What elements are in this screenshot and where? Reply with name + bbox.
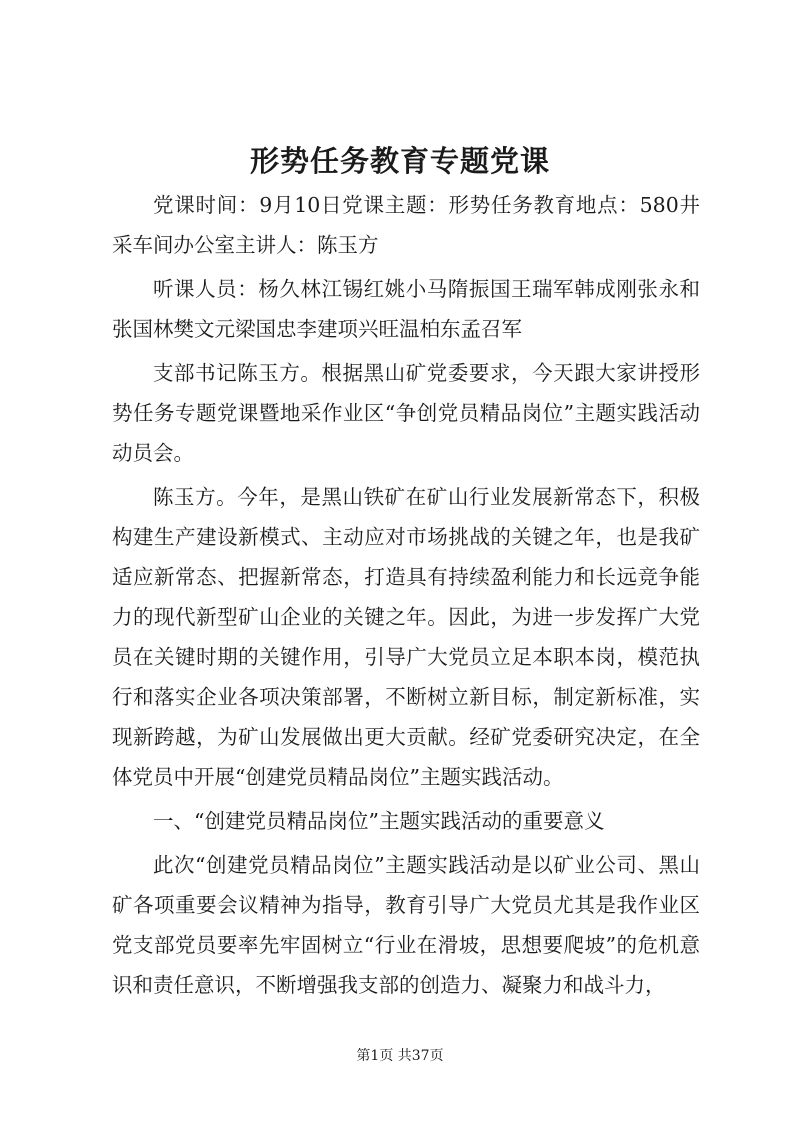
paragraph-attendees: 听课人员：杨久林江锡红姚小马隋振国王瑞军韩成刚张永和张国林樊文元梁国忠李建项兴旺温柏东孟召军	[112, 277, 700, 341]
document-title: 形势任务教育专题党课	[249, 144, 550, 178]
document-body	[112, 185, 700, 1009]
paragraph-lecture-info: 党课时间：9月10日党课主题：形势任务教育地点：580井采车间办公室主讲人：陈玉方	[112, 193, 700, 257]
paragraph-significance: 此次“创建党员精品岗位”主题实践活动是以矿业公司、黑山矿各项重要会议精神为指导，教育引导广大党员尤其是我作业区党支部党员要率先牢固树立“行业在滑坡，思想要爬坡”的危机意识和责任意识，不断增强我支部的创造力、凝聚力和战斗力，	[112, 853, 700, 997]
section-heading-significance: 一、“创建党员精品岗位”主题实践活动的重要意义	[153, 809, 605, 833]
paragraph-secretary-intro: 支部书记陈玉方。根据黑山矿党委要求，今天跟大家讲授形势任务专题党课暨地采作业区“争创党员精品岗位”主题实践活动动员会。	[112, 361, 700, 465]
paragraph-main-speech: 陈玉方。今年，是黑山铁矿在矿山行业发展新常态下，积极构建生产建设新模式、主动应对市场挑战的关键之年，也是我矿适应新常态、把握新常态，打造具有持续盈利能力和长远竞争能力的现代新型矿山企业的关键之年。因此，为进一步发挥广大党员在关键时期的关键作用，引导广大党员立足本职本岗，模范执行和落实企业各项决策部署，不断树立新目标，制定新标准，实现新跨越，为矿山发展做出更大贡献。经矿党委研究决定，在全体党员中开展“创建党员精品岗位”主题实践活动。	[112, 485, 700, 789]
page-number-footer: 第1页 共37页	[356, 1048, 444, 1064]
